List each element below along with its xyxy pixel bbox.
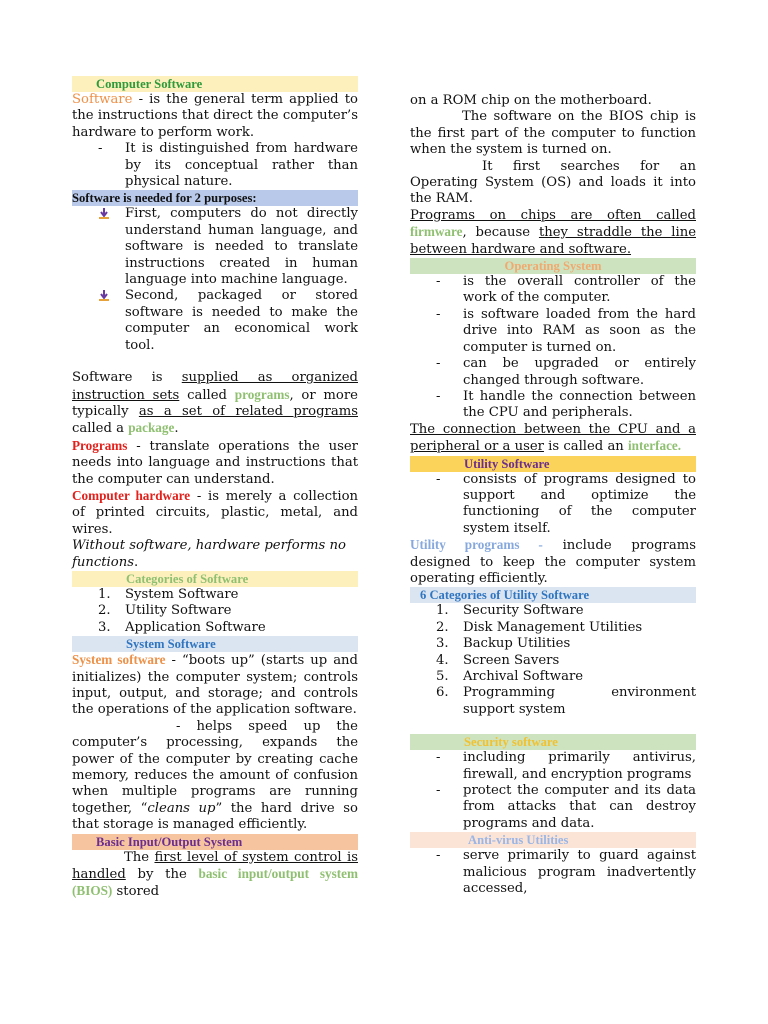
- heading-computer-software: Computer Software: [72, 76, 358, 92]
- heading-utility-software: Utility Software: [410, 456, 696, 472]
- list-item: 3. Application Software: [98, 619, 266, 635]
- interface-paragraph: The connection between the CPU and a peripheral or a user is called an interface.: [410, 421, 696, 455]
- list-item: - is the overall controller of the work of the computer.: [436, 274, 696, 306]
- list-item: 2. Utility Software: [98, 603, 232, 619]
- heading-six-categories: 6 Categories of Utility Software: [410, 587, 696, 603]
- arrow-bullet-icon: [72, 206, 125, 288]
- term-programs-red: Programs: [72, 437, 128, 453]
- list-item: - consists of programs designed to support and optimize the functioning of the computer system itself.: [436, 471, 696, 536]
- hardware-paragraph: Computer hardware - is merely a collection of printed circuits, plastic, metal, and wires.: [72, 487, 358, 537]
- system-software-paragraph-2: - helps speed up the computer’s processing, expands the power of the computer by creating cache memory, reduces the amount of confusion when multiple programs are running together, “cleans up” the hard drive so that storage is managed efficiently.: [72, 718, 358, 833]
- term-bios: basic input/output system (BIOS): [72, 866, 358, 899]
- term-programs: programs: [234, 386, 290, 402]
- term-utility-programs: Utility programs -: [410, 537, 543, 553]
- heading-categories: Categories of Software: [72, 571, 358, 587]
- firmware-paragraph: Programs on chips are often called firmware, because they straddle the line between hardware and software.: [410, 207, 696, 257]
- right-column: [410, 93, 696, 897]
- list-item: 3. Backup Utilities: [436, 636, 571, 652]
- term-system-software: System software: [72, 652, 166, 668]
- list-item: - serve primarily to guard against malicious program inadvertently accessed,: [436, 848, 696, 897]
- term-interface: interface.: [628, 438, 682, 454]
- term-firmware: firmware: [410, 224, 463, 240]
- list-item: - It is distinguished from hardware by its conceptual rather than physical nature.: [72, 141, 358, 190]
- list-item: First, computers do not directly understand human language, and software is needed to translate instructions created in human language into machine language.: [72, 206, 358, 288]
- term-software: Software: [72, 92, 133, 107]
- system-software-paragraph: System software - “boots up” (starts up and initializes) the computer system; controls input, output, and storage; and controls the operations of the application software.: [72, 652, 358, 718]
- list-item: Second, packaged or stored software is needed to make the computer an economical work tool.: [72, 288, 358, 354]
- list-item: 1. Security Software: [436, 603, 584, 619]
- list-item: 5. Archival Software: [436, 669, 584, 684]
- utility-programs-paragraph: Utility programs - include programs designed to keep the computer system operating efficiently.: [410, 537, 696, 586]
- term-computer-hardware: Computer hardware: [72, 487, 191, 503]
- heading-system-software: System Software: [72, 636, 358, 652]
- software-definition: Software - is the general term applied to the instructions that direct the computer’s hardware to perform work.: [72, 92, 358, 140]
- bios-chip-paragraph: The software on the BIOS chip is the first part of the computer to function when the system is turned on.: [410, 109, 696, 158]
- list-item: - is software loaded from the hard drive into RAM as soon as the computer is turned on.: [436, 306, 696, 355]
- list-item: 2. Disk Management Utilities: [436, 619, 643, 635]
- list-item: 1. System Software: [98, 586, 239, 602]
- arrow-bullet-icon: [72, 288, 125, 354]
- list-item: 6. Programming environment support system: [436, 685, 696, 717]
- programs-paragraph: Programs - translate operations the user needs into language and instructions that the computer can understand.: [72, 437, 358, 487]
- heading-antivirus: Anti-virus Utilities: [410, 832, 696, 848]
- os-search-paragraph: It first searches for an Operating System (OS) and loads it into the RAM.: [410, 158, 696, 207]
- list-item: - including primarily antivirus, firewall, and encryption programs: [436, 750, 696, 782]
- left-column: [72, 76, 358, 901]
- without-software-note: Without software, hardware performs no functions.: [72, 538, 346, 570]
- heading-operating-system: Operating System: [410, 258, 696, 274]
- heading-security-software: Security software: [410, 734, 696, 750]
- list-item: 4. Screen Savers: [436, 652, 560, 668]
- list-item: - protect the computer and its data from attacks that can destroy programs and data.: [436, 783, 696, 831]
- supplied-paragraph: Software is supplied as organized instruction sets called programs, or more typically as a set of related programs called a package.: [72, 370, 358, 437]
- dash-marker: -: [98, 141, 103, 157]
- rom-line: on a ROM chip on the motherboard.: [410, 93, 652, 108]
- heading-bios: Basic Input/Output System: [72, 834, 358, 850]
- term-package: package: [128, 420, 175, 436]
- bios-paragraph: The first level of system control is handled by the basic input/output system (BIOS) stored: [72, 849, 358, 900]
- heading-purposes: Software is needed for 2 purposes:: [72, 190, 358, 206]
- list-item: - can be upgraded or entirely changed through software.: [436, 356, 696, 388]
- list-item: - It handle the connection between the CPU and peripherals.: [436, 388, 696, 421]
